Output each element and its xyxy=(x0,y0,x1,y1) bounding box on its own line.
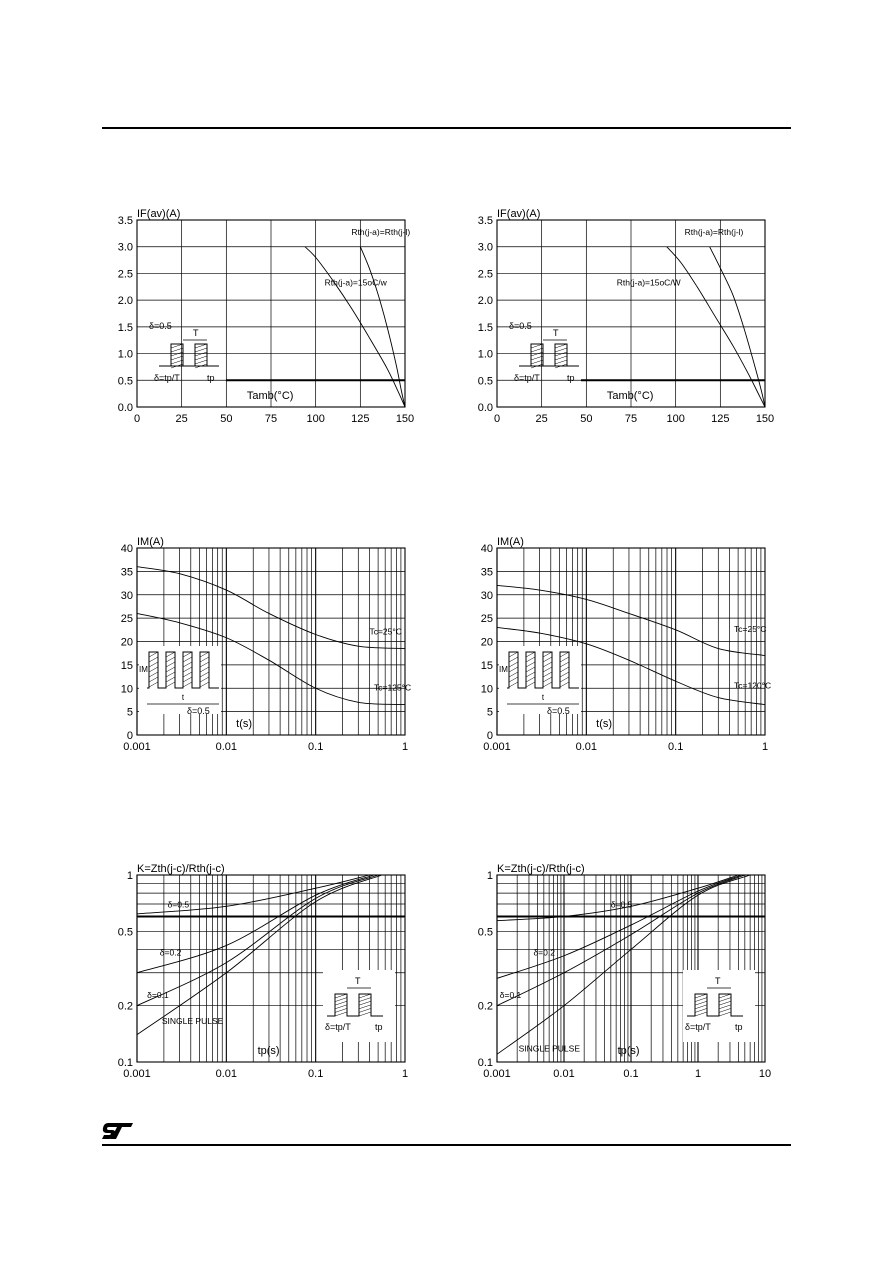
im-label: IM xyxy=(139,665,148,674)
y-tick-label: 3.0 xyxy=(117,241,133,254)
pulse-inset xyxy=(509,321,579,383)
y-tick-label: 15 xyxy=(120,659,133,672)
chart-k-vs-tp-left xyxy=(110,855,430,1091)
x-tick-label: 1 xyxy=(401,1068,409,1080)
hatch-line xyxy=(531,352,543,356)
hatch-line xyxy=(555,352,567,356)
pulse-inset xyxy=(149,321,219,383)
y-axis-label: IM(A) xyxy=(497,536,524,548)
duty-formula: δ=tp/T xyxy=(325,1022,351,1032)
curve-annotation: δ=0.1 xyxy=(499,989,522,1000)
x-axis-label: Tamb(°C) xyxy=(606,389,654,402)
y-tick-label: 0.0 xyxy=(477,402,493,414)
y-tick-label: 5 xyxy=(126,706,133,719)
pulse-waveform xyxy=(159,344,219,366)
st-logo xyxy=(100,1119,136,1141)
x-tick-label: 150 xyxy=(755,413,775,425)
y-tick-label: 10 xyxy=(120,683,133,696)
y-tick-label: 3.0 xyxy=(477,241,493,254)
curve-annotation: Tc=120°C xyxy=(734,680,772,691)
duty-formula: δ=tp/T xyxy=(514,373,540,383)
y-tick-label: 2.0 xyxy=(477,295,493,308)
t-label: t xyxy=(541,693,545,702)
pulse-inset xyxy=(323,970,395,1042)
y-tick-label: 30 xyxy=(480,589,493,602)
y-tick-label: 10 xyxy=(480,683,493,696)
curve-annotation: Tc=25°C xyxy=(734,624,767,635)
x-tick-label: 50 xyxy=(580,413,593,425)
y-tick-label: 2.5 xyxy=(117,268,133,281)
duty-label: δ=0.5 xyxy=(149,321,172,331)
hatch-line xyxy=(195,344,207,348)
duty-formula: δ=tp/T xyxy=(154,373,180,383)
curve-annotation: Rth(j-a)=Rth(j-l) xyxy=(351,226,411,237)
x-tick-label: 0.001 xyxy=(483,1068,511,1080)
x-axis-label: tp(s) xyxy=(617,1045,640,1057)
y-tick-label: 0.1 xyxy=(117,1057,133,1069)
hatch-line xyxy=(171,360,183,364)
y-tick-label: 1.5 xyxy=(477,321,493,334)
y-tick-label: 2.5 xyxy=(477,268,493,281)
y-tick-label: 25 xyxy=(120,613,133,626)
curve-annotation: Tc=125°C xyxy=(374,682,412,693)
curve-annotation: δ=0.5 xyxy=(610,899,633,910)
duty-label: δ=0.5 xyxy=(187,706,210,716)
x-tick-label: 0.001 xyxy=(123,1068,151,1080)
curve-annotation: SINGLE PULSE xyxy=(518,1043,581,1054)
period-label: T xyxy=(553,328,559,338)
y-tick-label: 1.0 xyxy=(117,348,133,361)
curve-annotation: δ=0.2 xyxy=(533,947,555,958)
period-label: T xyxy=(715,976,721,986)
y-axis-label: IF(av)(A) xyxy=(137,208,181,220)
curve-annotation: Rth(j-a)=15oC/W xyxy=(616,277,681,288)
x-tick-label: 0 xyxy=(133,413,141,425)
x-tick-label: 0.01 xyxy=(215,741,238,753)
y-tick-label: 0 xyxy=(126,730,133,742)
series-line-0 xyxy=(497,875,738,921)
chart-if-vs-tamb-right xyxy=(470,200,790,436)
y-tick-label: 35 xyxy=(120,566,133,579)
hatch-line xyxy=(531,348,543,352)
curve-annotation: Rth(j-a)=15oC/w xyxy=(324,277,387,288)
chart-im-vs-t-left xyxy=(110,528,430,764)
y-tick-label: 0.5 xyxy=(477,375,493,388)
y-tick-label: 2.0 xyxy=(117,295,133,308)
series-line-0 xyxy=(137,567,405,649)
y-axis-label: IM(A) xyxy=(137,536,164,548)
chart-if-vs-tamb-left xyxy=(110,200,430,436)
curve-annotation: δ=0.5 xyxy=(167,899,190,910)
y-tick-label: 0.1 xyxy=(477,1057,493,1069)
x-tick-label: 0.001 xyxy=(483,741,511,753)
x-tick-label: 125 xyxy=(711,413,730,425)
x-tick-label: 0.01 xyxy=(215,1068,238,1080)
hatch-line xyxy=(531,360,543,364)
y-tick-label: 40 xyxy=(480,543,493,555)
tp-label: tp xyxy=(375,1022,383,1032)
tp-label: tp xyxy=(207,373,215,383)
hatch-line xyxy=(171,348,183,352)
x-tick-label: 150 xyxy=(395,413,415,425)
y-tick-label: 35 xyxy=(480,566,493,579)
x-tick-label: 25 xyxy=(175,413,188,425)
pulse-inset xyxy=(499,646,581,716)
x-tick-label: 1 xyxy=(694,1068,702,1080)
x-tick-label: 10 xyxy=(758,1068,772,1080)
x-axis-label: Tamb(°C) xyxy=(246,389,294,402)
tp-label: tp xyxy=(567,373,575,383)
pulse-inset xyxy=(139,646,221,716)
x-axis-label: tp(s) xyxy=(257,1045,280,1057)
hatch-line xyxy=(555,344,567,348)
curve-annotation: Rth(j-a)=Rth(j-l) xyxy=(684,226,744,237)
duty-formula: δ=tp/T xyxy=(685,1022,711,1032)
hatch-line xyxy=(195,352,207,356)
curve-annotation: SINGLE PULSE xyxy=(161,1015,224,1026)
x-tick-label: 0 xyxy=(493,413,501,425)
x-tick-label: 25 xyxy=(535,413,548,425)
hatch-line xyxy=(555,348,567,352)
footer-rule xyxy=(102,1144,791,1146)
hatch-line xyxy=(195,356,207,360)
x-axis-label: t(s) xyxy=(596,718,613,730)
y-tick-label: 1.5 xyxy=(117,321,133,334)
curve-annotation: δ=0.1 xyxy=(147,989,169,1000)
x-tick-label: 125 xyxy=(351,413,370,425)
series-line-1 xyxy=(497,875,742,978)
x-tick-label: 0.001 xyxy=(123,741,151,753)
x-tick-label: 75 xyxy=(264,413,278,425)
hatch-line xyxy=(195,348,207,352)
y-tick-label: 20 xyxy=(120,636,133,649)
y-tick-label: 20 xyxy=(480,636,493,649)
period-label: T xyxy=(355,976,361,986)
x-tick-label: 100 xyxy=(306,413,325,425)
curve-annotation: Tc=25°C xyxy=(369,626,402,637)
x-tick-label: 75 xyxy=(624,413,638,425)
x-tick-label: 0.01 xyxy=(553,1068,575,1080)
y-axis-label: K=Zth(j-c)/Rth(j-c) xyxy=(497,863,585,875)
y-tick-label: 3.5 xyxy=(117,215,133,227)
series-line-0 xyxy=(497,585,765,655)
y-axis-label: K=Zth(j-c)/Rth(j-c) xyxy=(137,863,225,875)
hatch-line xyxy=(531,344,543,348)
x-tick-label: 0.01 xyxy=(575,741,598,753)
y-tick-label: 1 xyxy=(126,870,133,882)
x-axis-label: t(s) xyxy=(236,718,253,730)
y-tick-label: 30 xyxy=(120,589,133,602)
duty-label: δ=0.5 xyxy=(547,706,570,716)
y-tick-label: 3.5 xyxy=(477,215,493,227)
x-tick-label: 0.1 xyxy=(668,741,684,753)
y-tick-label: 0.5 xyxy=(117,926,133,939)
hatch-line xyxy=(555,356,567,360)
x-tick-label: 1 xyxy=(401,741,409,753)
tp-label: tp xyxy=(735,1022,743,1032)
y-tick-label: 0.2 xyxy=(117,1000,133,1013)
hatch-line xyxy=(195,360,207,364)
y-tick-label: 0.5 xyxy=(477,926,493,939)
y-tick-label: 40 xyxy=(120,543,133,555)
hatch-line xyxy=(555,360,567,364)
x-tick-label: 1 xyxy=(761,741,769,753)
y-axis-label: IF(av)(A) xyxy=(497,208,541,220)
y-tick-label: 1 xyxy=(486,870,493,882)
y-tick-label: 25 xyxy=(480,613,493,626)
y-tick-label: 5 xyxy=(486,706,493,719)
y-tick-label: 0 xyxy=(486,730,493,742)
pulse-inset xyxy=(683,970,755,1042)
x-tick-label: 0.1 xyxy=(308,741,324,753)
curve-annotation: δ=0.2 xyxy=(159,947,182,958)
t-label: t xyxy=(181,693,185,702)
x-tick-label: 0.1 xyxy=(308,1068,324,1080)
header-rule xyxy=(102,127,791,129)
y-tick-label: 0.0 xyxy=(117,402,133,414)
x-tick-label: 100 xyxy=(666,413,685,425)
y-tick-label: 0.2 xyxy=(477,1000,493,1013)
y-tick-label: 0.5 xyxy=(117,375,133,388)
y-tick-label: 15 xyxy=(480,659,493,672)
x-tick-label: 50 xyxy=(220,413,233,425)
hatch-line xyxy=(171,352,183,356)
hatch-line xyxy=(171,356,183,360)
x-tick-label: 0.1 xyxy=(623,1068,639,1080)
chart-k-vs-tp-right xyxy=(470,855,790,1091)
period-label: T xyxy=(193,328,199,338)
duty-label: δ=0.5 xyxy=(509,321,532,331)
hatch-line xyxy=(171,344,183,348)
chart-im-vs-t-right xyxy=(470,528,790,764)
im-label: IM xyxy=(499,665,508,674)
pulse-waveform xyxy=(519,344,579,366)
y-tick-label: 1.0 xyxy=(477,348,493,361)
hatch-line xyxy=(531,356,543,360)
